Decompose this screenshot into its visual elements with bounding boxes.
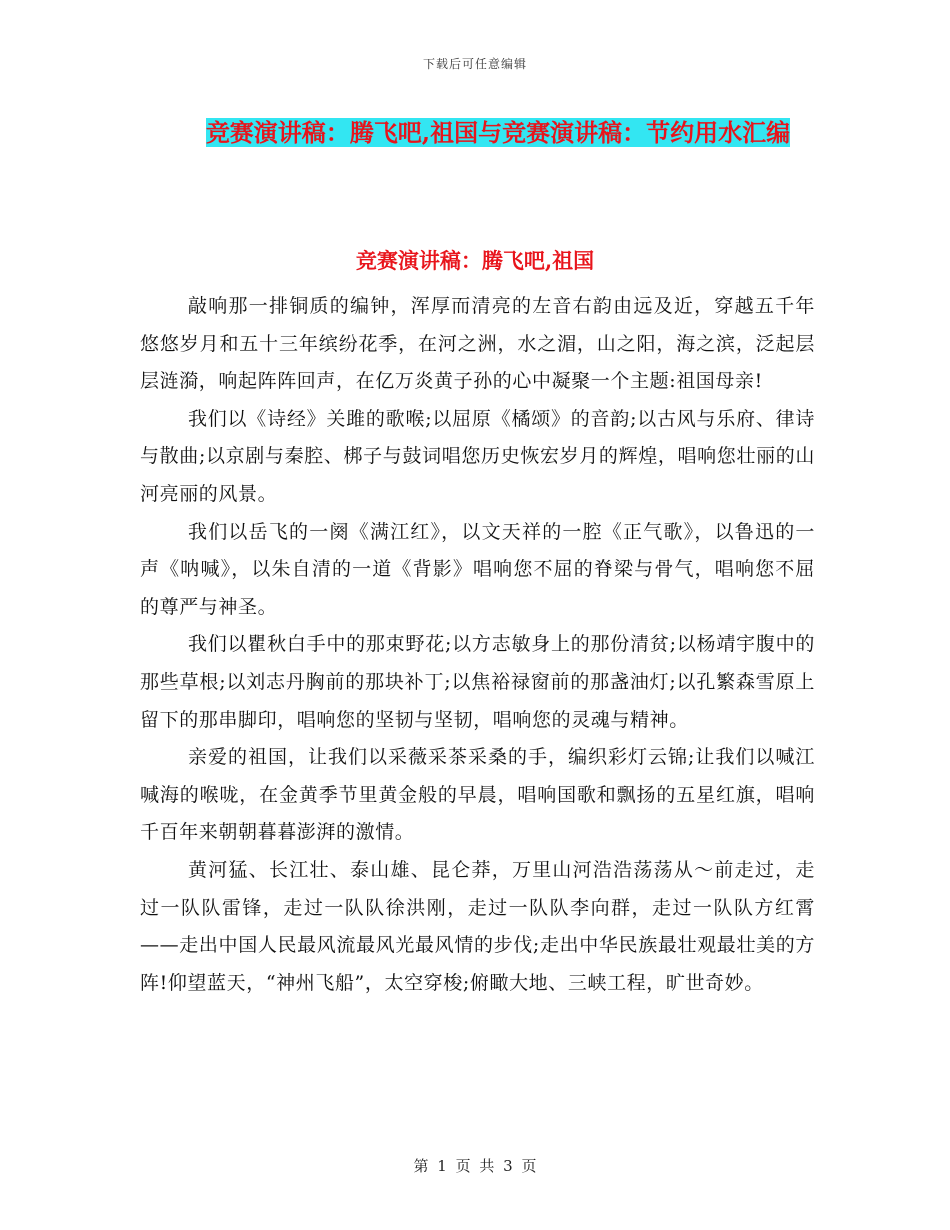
document-title-text: 竞赛演讲稿：腾飞吧,祖国与竞赛演讲稿：节约用水汇编	[205, 118, 791, 147]
paragraph: 我们以《诗经》关雎的歌喉;以屈原《橘颂》的音韵;以古风与乐府、律诗与散曲;以京剧与秦腔、梆子与鼓词唱您历史恢宏岁月的辉煌，唱响您壮丽的山河亮丽的风景。	[140, 407, 815, 505]
paragraph: 我们以岳飞的一阕《满江红》，以文天祥的一腔《正气歌》，以鲁迅的一声《呐喊》，以朱自清的一道《背影》唱响您不屈的脊梁与骨气，唱响您不屈的尊严与神圣。	[140, 520, 815, 618]
paragraph: 敲响那一排铜质的编钟，浑厚而清亮的左音右韵由远及近，穿越五千年悠悠岁月和五十三年缤纷花季，在河之洲，水之湄，山之阳，海之滨，泛起层层涟漪，响起阵阵回声，在亿万炎黄子孙的心中凝聚一个主题:祖国母亲!	[140, 295, 815, 393]
paragraph: 黄河猛、长江壮、泰山雄、昆仑莽，万里山河浩浩荡荡从～前走过，走过一队队雷锋，走过一队队徐洪刚，走过一队队李向群，走过一队队方红霄——走出中国人民最风流最风光最风情的步伐;走出中华民族最壮观最壮美的方阵!仰望蓝天，“神州飞船”，太空穿梭;俯瞰大地、三峡工程，旷世奇妙。	[140, 858, 815, 994]
header-note: 下载后可任意编辑	[422, 57, 527, 71]
paragraph: 亲爱的祖国，让我们以采薇采茶采桑的手，编织彩灯云锦;让我们以喊江喊海的喉咙，在金黄季节里黄金般的早晨，唱响国歌和飘扬的五星红旗，唱响千百年来朝朝暮暮澎湃的激情。	[140, 746, 815, 844]
document-body	[140, 288, 815, 1002]
page-footer: 第 1 页 共 3 页	[413, 1157, 537, 1175]
document-title	[178, 110, 818, 156]
paragraph: 我们以瞿秋白手中的那束野花;以方志敏身上的那份清贫;以杨靖宇腹中的那些草根;以刘志丹胸前的那块补丁;以焦裕禄窗前的那盏油灯;以孔繁森雪原上留下的那串脚印，唱响您的坚韧与坚韧，唱响您的灵魂与精神。	[140, 633, 815, 731]
section-title: 竞赛演讲稿：腾飞吧,祖国	[355, 248, 595, 273]
